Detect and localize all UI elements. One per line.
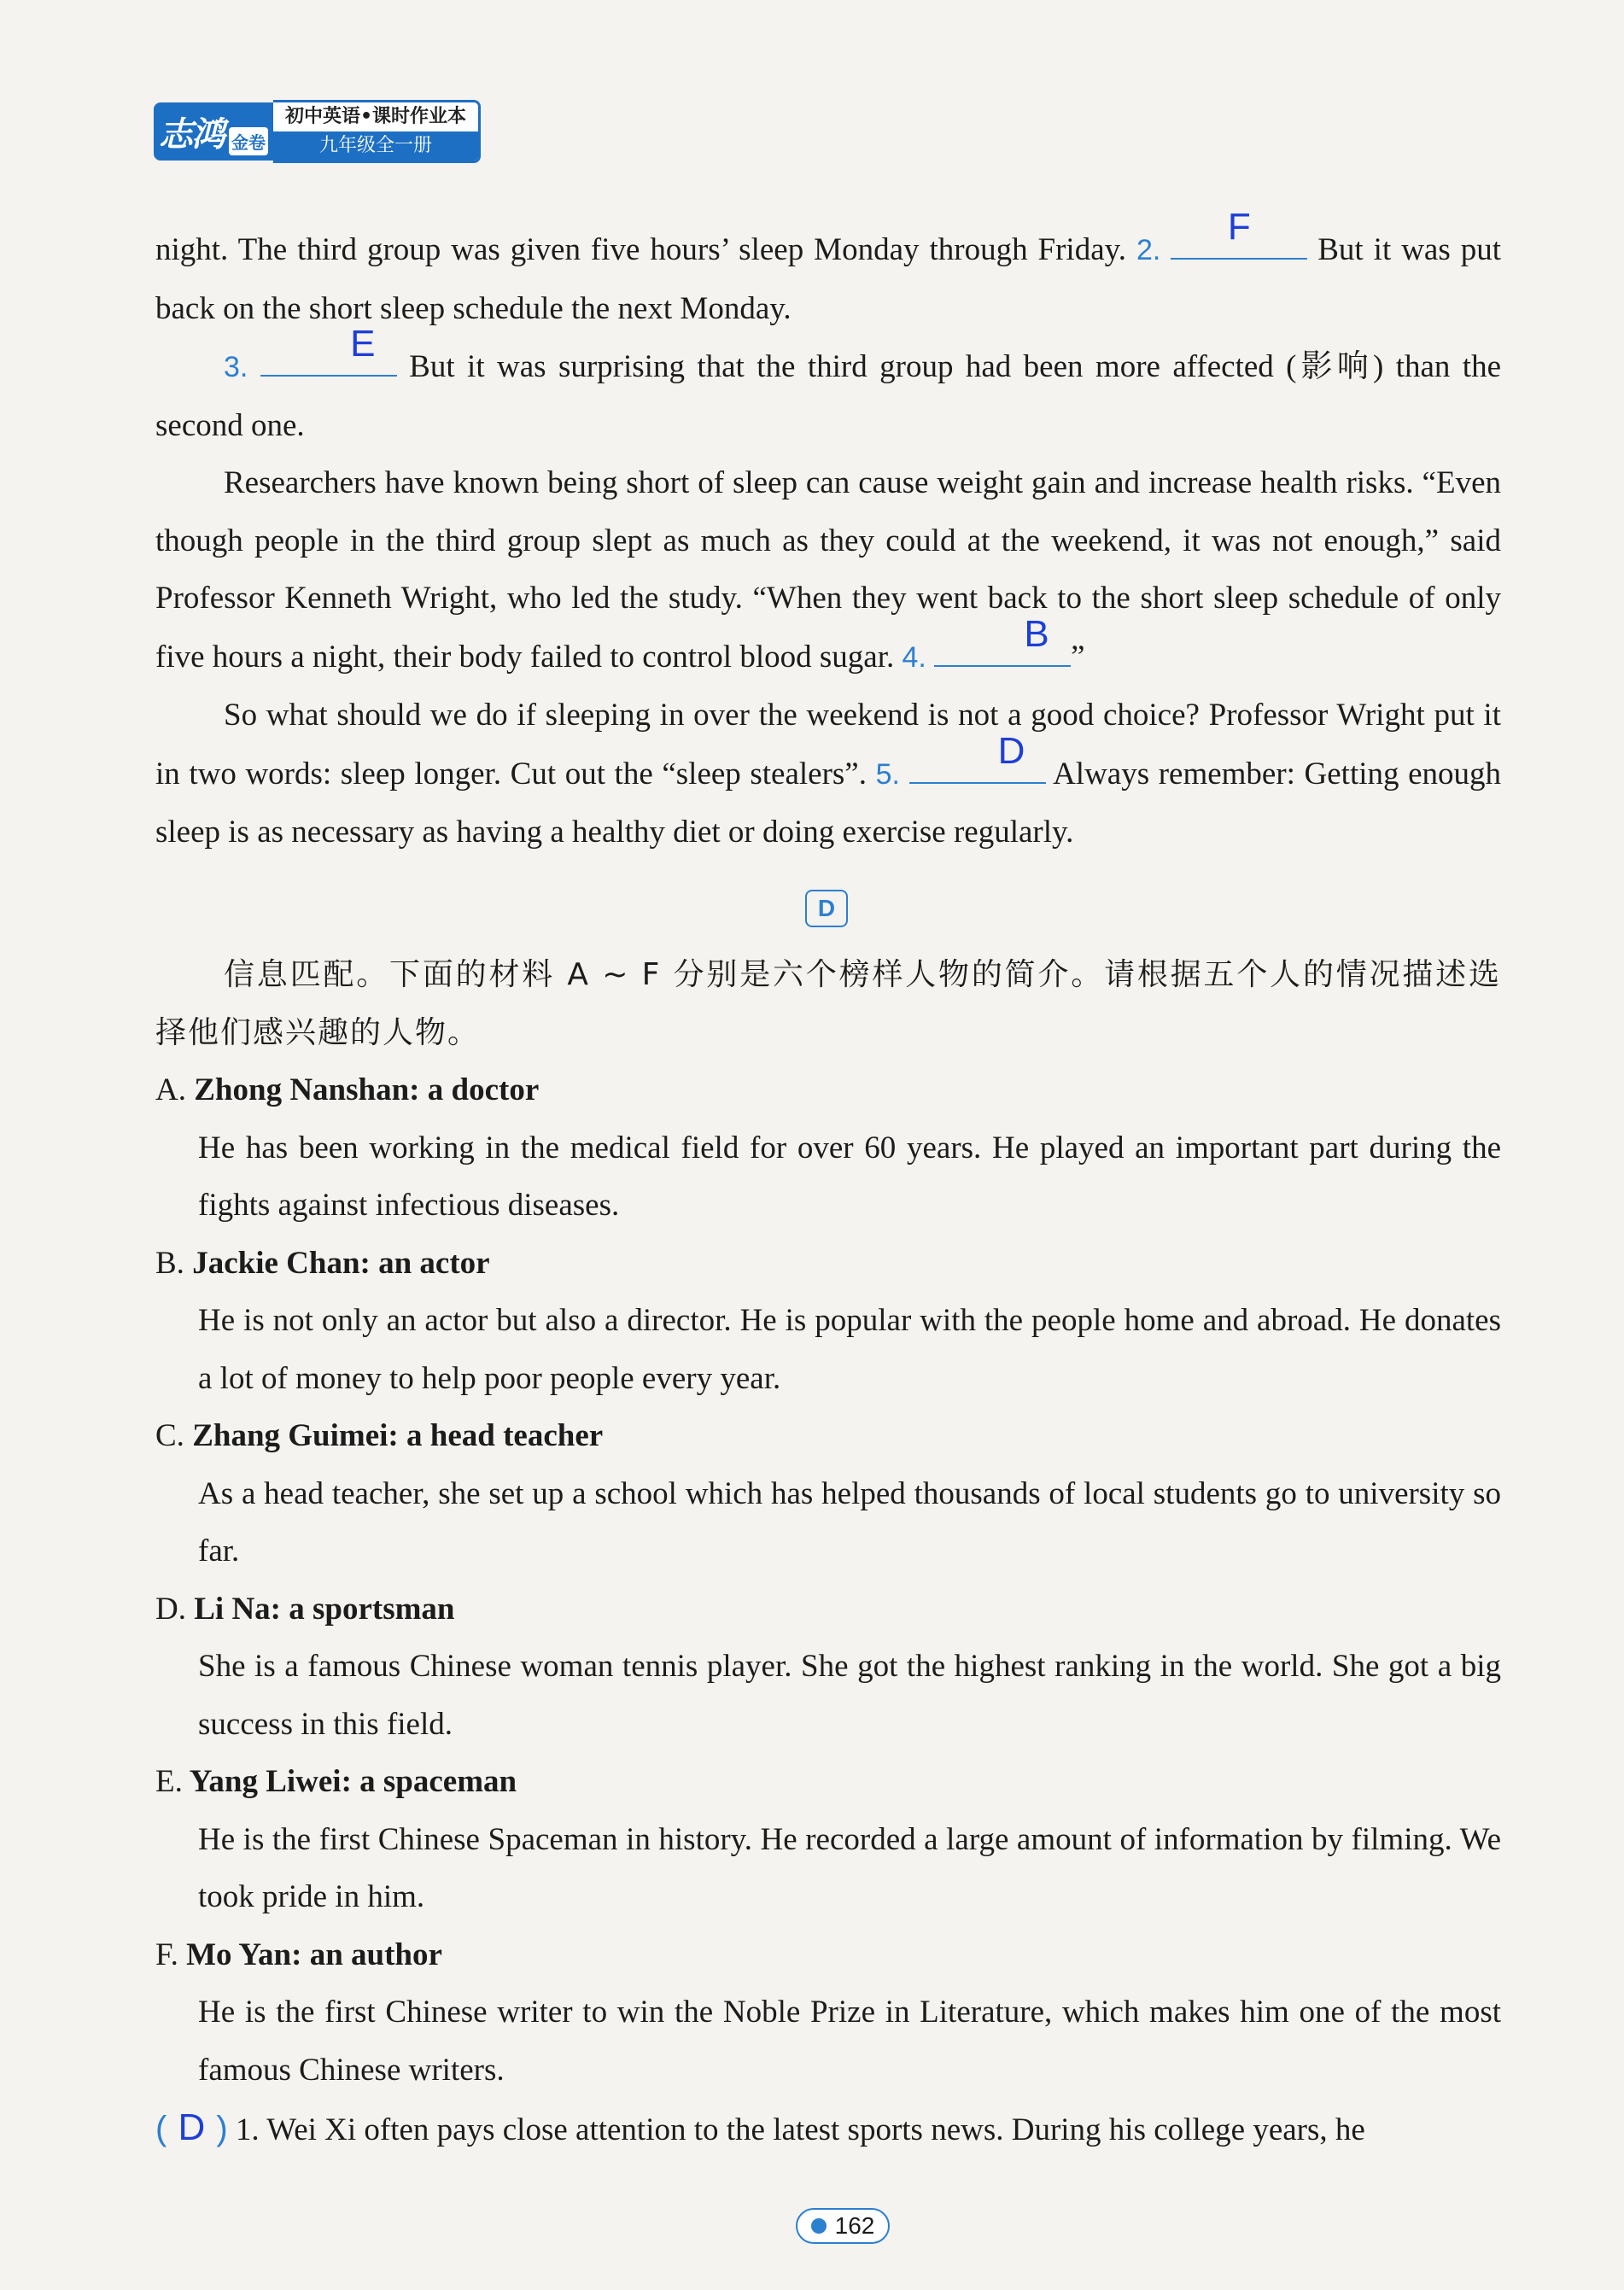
person-heading: A. Zhong Nanshan: a doctor — [155, 1072, 540, 1107]
person-heading: E. Yang Liwei: a spaceman — [155, 1764, 517, 1799]
person-description: She is a famous Chinese woman tennis player. She got the highest ranking in the world. She got a big success in this field. — [198, 1649, 1501, 1742]
handwritten-answer-3: E — [350, 323, 376, 365]
section-badge-d: D — [805, 890, 848, 927]
person-f — [155, 1926, 1501, 2100]
answer-blank-4 — [934, 612, 1071, 667]
handwritten-answer-4: B — [1024, 612, 1049, 655]
brand-name: 志鸿 — [159, 114, 224, 155]
passage-paragraph-1: night. The third group was given five hours’ sleep Monday through Friday. 2. F But it was put back on the short sleep schedule the next Monday. — [155, 220, 1501, 337]
brand-badge: 金卷 — [229, 127, 268, 155]
question-1 — [155, 2099, 1501, 2159]
answer-blank-2 — [1171, 206, 1307, 260]
person-description: He is not only an actor but also a director. He is popular with the people home and abroad. He donates a lot of money to help poor people every year. — [198, 1303, 1501, 1396]
person-heading: D. Li Na: a sportsman — [155, 1591, 455, 1627]
question-number-2: 2. — [1136, 234, 1161, 266]
passage-paragraph-2: 3. E But it was surprising that the third group had been more affected (影响) than the second one. — [155, 337, 1501, 454]
section-instruction: 信息匹配。下面的材料 A ~ F 分别是六个榜样人物的简介。请根据五个人的情况描述选择他们感兴趣的人物。 — [155, 957, 1501, 1050]
question-number-5: 5. — [875, 757, 900, 791]
person-d — [155, 1580, 1501, 1754]
person-description: He has been working in the medical field for over 60 years. He played an important part during the fights against infectious diseases. — [198, 1130, 1501, 1223]
header-logo — [154, 101, 481, 162]
answer-paren-close: ) — [216, 2110, 228, 2147]
answer-paren-open: ( — [155, 2110, 167, 2147]
person-description: He is the first Chinese writer to win the Noble Prize in Literature, which makes him one of the most famous Chinese writers. — [198, 1995, 1501, 2088]
person-heading: C. Zhang Guimei: a head teacher — [155, 1418, 604, 1453]
person-heading: F. Mo Yan: an author — [155, 1937, 442, 1972]
page-dot-icon — [811, 2218, 827, 2234]
person-a — [155, 1061, 1501, 1235]
answer-blank-3 — [260, 323, 397, 377]
person-description: As a head teacher, she set up a school which has helped thousands of local students go to university so far. — [198, 1475, 1501, 1569]
passage-paragraph-3: Researchers have known being short of sleep can cause weight gain and increase health risks. “Even though people in the third group slept as much as they could at the weekend, it was not enough,” said Professor Kenneth Wright, who led the study. “When they went back to the short sleep schedule of only five hours a night, their body failed to control blood sugar. 4. B ” — [155, 465, 1501, 675]
brand-logo — [154, 102, 273, 161]
person-e — [155, 1753, 1501, 1926]
answer-blank-5 — [909, 729, 1046, 784]
person-heading: B. Jackie Chan: an actor — [155, 1245, 490, 1281]
person-b — [155, 1235, 1501, 1408]
page-number: 162 — [834, 2212, 875, 2239]
book-title: 初中英语•课时作业本 — [273, 102, 478, 131]
person-description: He is the first Chinese Spaceman in history. He recorded a large amount of information by filming. We took pride in him. — [198, 1821, 1501, 1914]
person-c — [155, 1407, 1501, 1580]
passage — [155, 206, 1502, 862]
handwritten-answer-5: D — [997, 729, 1025, 772]
book-title-box — [273, 100, 481, 163]
question-number-3: 3. — [224, 351, 248, 383]
handwritten-answer-2: F — [1227, 206, 1251, 248]
question-number-4: 4. — [902, 640, 926, 674]
question-1-text: 1. Wei Xi often pays close attention to the latest sports news. During his college years, he — [235, 2112, 1365, 2147]
handwritten-answer-q1: D — [178, 2106, 206, 2148]
page-number-badge — [796, 2208, 890, 2244]
passage-paragraph-4: So what should we do if sleeping in over the weekend is not a good choice? Professor Wright put it in two words: sleep longer. Cut out the “sleep stealers”. 5. D Always remember: Getting enough sleep is as necessary as having a healthy diet or doing exercise regularly. — [155, 698, 1502, 850]
section-d — [155, 946, 1501, 2159]
book-subtitle: 九年级全一册 — [273, 131, 478, 161]
